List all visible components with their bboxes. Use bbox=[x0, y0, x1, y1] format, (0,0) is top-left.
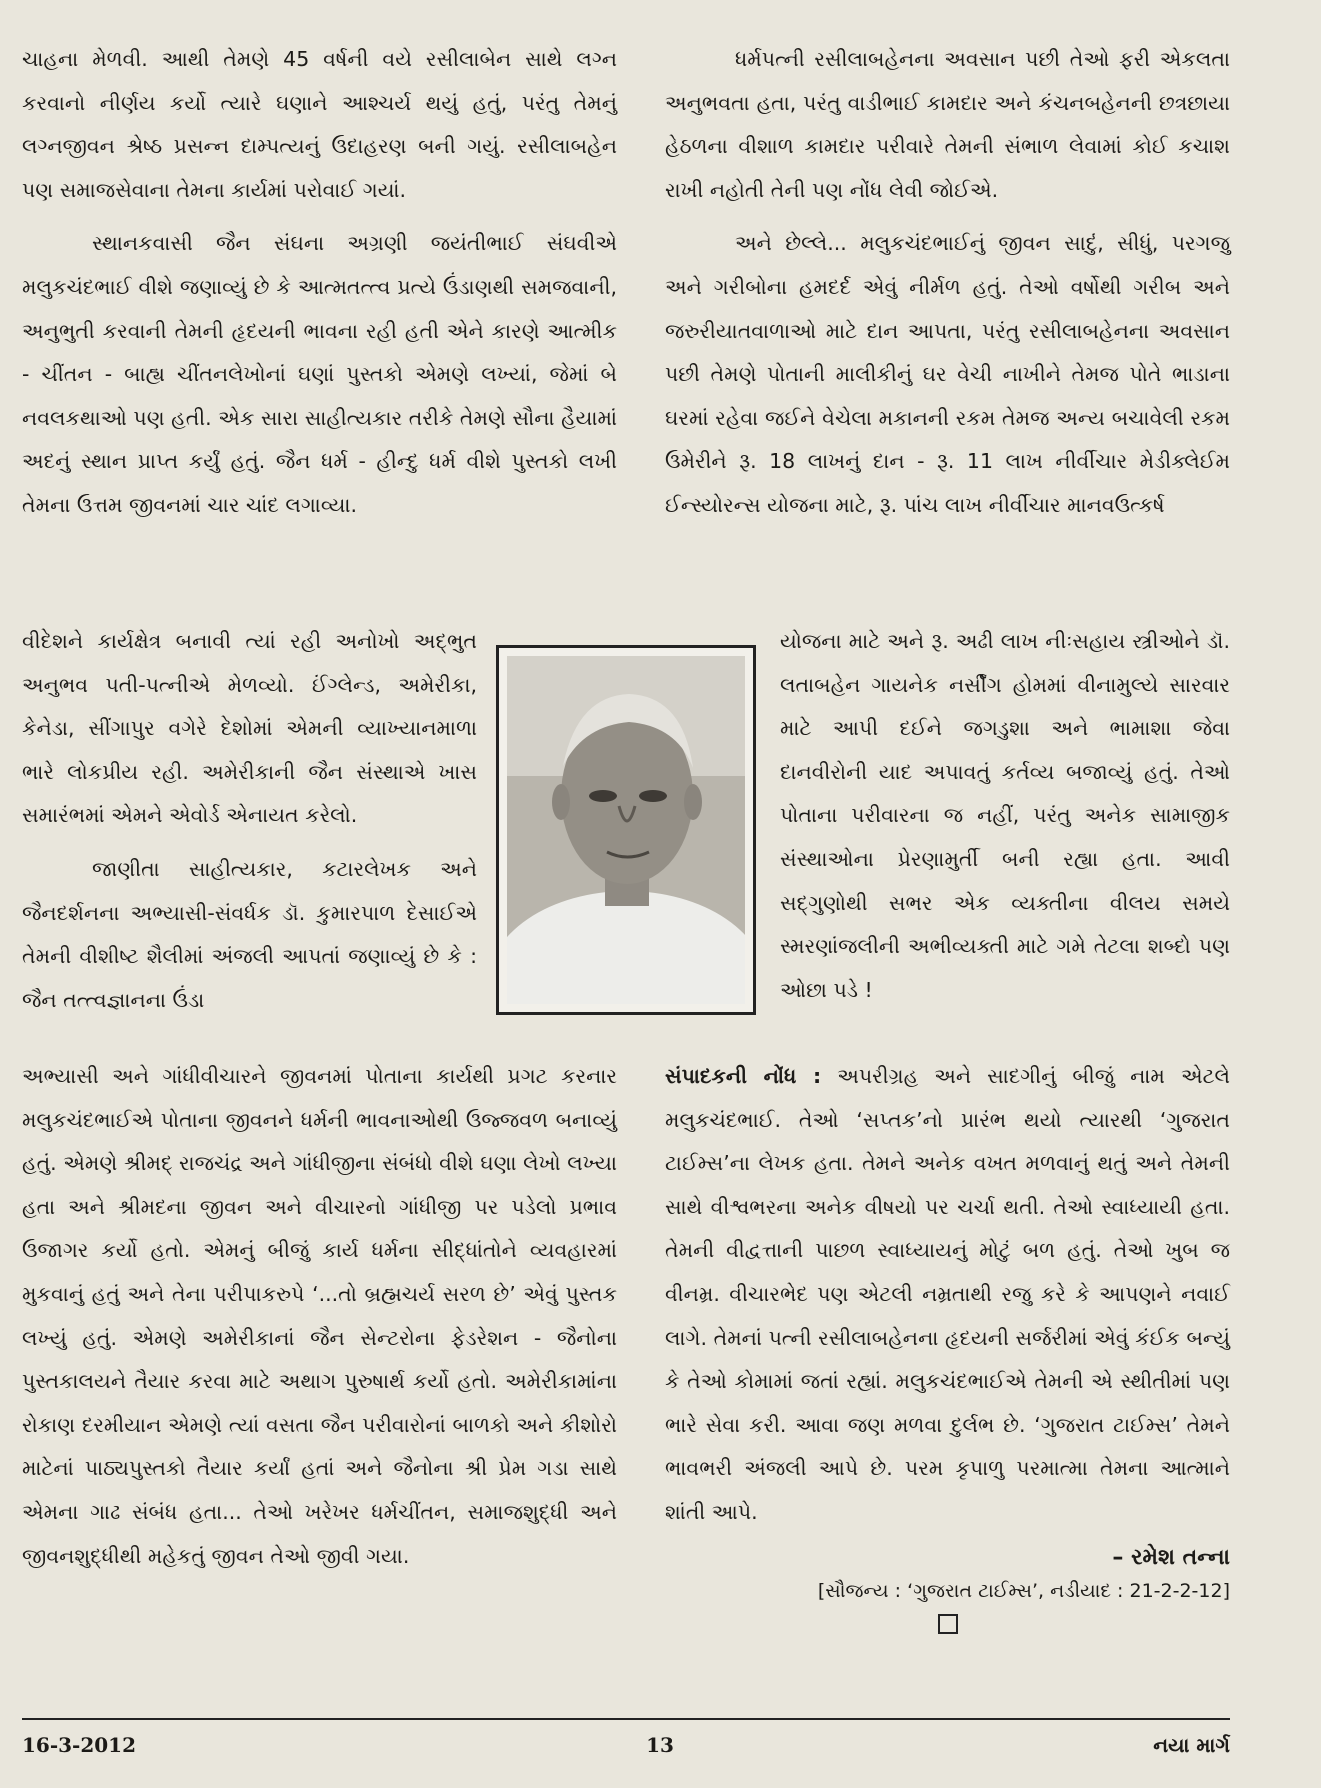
footer-page-number: 13 bbox=[646, 1733, 674, 1757]
left-paragraph-1: ચાહના મેળવી. આથી તેમણે 45 વર્ષની વયે રસીલાબેન સાથે લગ્ન કરવાનો નીર્ણય કર્યો ત્યારે ઘણાને આશ્ચર્ય થયું હતું, પરંતુ તેમનું લગ્નજીવન શ્રેષ્ઠ પ્રસન્ન દામ્પત્યનું ઉદાહરણ બની ગયું. રસીલાબહેન પણ સમાજસેવાના તેમના કાર્યમાં પરોવાઈ ગયાં. bbox=[22, 47, 617, 202]
footer-rule bbox=[22, 1718, 1230, 1720]
left-paragraph-5: અભ્યાસી અને ગાંધીવીચારને જીવનમાં પોતાના કાર્યથી પ્રગટ કરનાર મલુકચંદભાઈએ પોતાના જીવનને ધર્મની ભાવનાઓથી ઉજ્જવળ બનાવ્યું હતું. એમણે શ્રીમદ્ રાજચંદ્ર અને ગાંધીજીના સંબંધો વીશે ઘણા લેખો લખ્યા હતા અને શ્રીમદના જીવન અને વીચારનો ગાંધીજી પર પડેલો પ્રભાવ ઉજાગર કર્યો હતો. એમનું બીજું કાર્ય ધર્મના સીદ્ધાંતોને વ્યવહારમાં મુકવાનું હતું અને તેના પરીપાકરુપે ‘...તો બ્રહ્મચર્ય સરળ છે’ એવું પુસ્તક લખ્યું હતું. એમણે અમેરીકાનાં જૈન સેન્ટરોના ફેડરેશન - જૈનોના પુસ્તકાલયને તૈયાર કરવા માટે અથાગ પુરુષાર્થ કર્યો હતો. અમેરીકામાંના રોકાણ દરમીયાન એમણે ત્યાં વસતા જૈન પરીવારોનાં બાળકો અને કીશોરો માટેનાં પાઠ્યપુસ્તકો તૈયાર કર્યાં હતાં અને જૈનોના શ્રી પ્રેમ ગડા સાથે એમના ગાઢ સંબંધ હતા... તેઓ ખરેખર ધર્મચીંતન, સમાજશુદ્ધી અને જીવનશુદ્ધીથી મહેકતું જીવન તેઓ જીવી ગયા. bbox=[22, 1064, 617, 1568]
editor-note-label: સંપાદકની નોંધ : bbox=[665, 1064, 822, 1088]
editor-note bbox=[665, 1055, 1230, 1535]
right-paragraph-3: યોજના માટે અને રૂ. અઢી લાખ નીઃસહાય સ્ત્રીઓને ડૉ. લતાબહેન ગાયનેક નર્સીંગ હોમમાં વીનામુલ્યે સારવાર માટે આપી દઈને જગડુશા અને ભામાશા જેવા દાનવીરોની યાદ અપાવતું કર્તવ્ય બજાવ્યું હતું. તેઓ પોતાના પરીવારના જ નહીં, પરંતુ અનેક સામાજીક સંસ્થાઓના પ્રેરણામુર્તી બની રહ્યા હતા. આવી સદ્ગુણોથી સભર એક વ્યક્તીના વીલય સમયે સ્મરણાંજલીની અભીવ્યક્તી માટે ગમે તેટલા શબ્દો પણ ઓછા પડે ! bbox=[780, 629, 1230, 1002]
portrait-photo bbox=[507, 656, 745, 1004]
right-column-beside-photo bbox=[780, 620, 1230, 1022]
left-column-top bbox=[22, 38, 617, 538]
right-column-lower bbox=[665, 1055, 1230, 1634]
end-mark-icon bbox=[938, 1614, 958, 1634]
left-paragraph-3: વીદેશને કાર્યક્ષેત્ર બનાવી ત્યાં રહી અનોખો અદ્ભુત અનુભવ પતી-પત્નીએ મેળવ્યો. ઈંગ્લેન્ડ, અમેરીકા, કેનેડા, સીંગાપુર વગેરે દેશોમાં એમની વ્યાખ્યાનમાળા ભારે લોકપ્રીય રહી. અમેરીકાની જૈન સંસ્થાએ ખાસ સમારંભમાં એમને એવોર્ડ એનાયત કરેલો. bbox=[22, 629, 477, 828]
editor-note-text: અપરીગ્રહ અને સાદગીનું બીજું નામ એટલે મલુકચંદભાઈ. તેઓ ‘સપ્તક’નો પ્રારંભ થયો ત્યારથી ‘ગુજરાત ટાઈમ્સ’ના લેખક હતા. તેમને અનેક વખત મળવાનું થતું અને તેમની સાથે વીશ્વભરના અનેક વીષયો પર ચર્ચા થતી. તેઓ સ્વાધ્યાયી હતા. તેમની વીદ્વત્તાની પાછળ સ્વાધ્યાયનું મોટું બળ હતું. તેઓ ખુબ જ વીનમ્ર. વીચારભેદ પણ એટલી નમ્રતાથી રજુ કરે કે આપણને નવાઈ લાગે. તેમનાં પત્ની રસીલાબહેનના હૃદયની સર્જરીમાં એવું કંઈક બન્યું કે તેઓ કોમામાં જતાં રહ્યાં. મલુકચંદભાઈએ તેમની એ સ્થીતીમાં પણ ભારે સેવા કરી. આવા જણ મળવા દુર્લભ છે. ‘ગુજરાત ટાઈમ્સ’ તેમને ભાવભરી અંજલી આપે છે. પરમ કૃપાળુ પરમાત્મા તેમના આત્માને શાંતી આપે. bbox=[665, 1064, 1230, 1524]
portrait-frame bbox=[496, 645, 756, 1015]
right-column-top bbox=[665, 38, 1230, 538]
footer-date: 16-3-2012 bbox=[22, 1733, 137, 1757]
left-paragraph-2: સ્થાનકવાસી જૈન સંઘના અગ્રણી જયંતીભાઈ સંઘવીએ મલુકચંદભાઈ વીશે જણાવ્યું છે કે આત્મતત્ત્વ પ્રત્યે ઉંડાણથી સમજવાની, અનુભુતી કરવાની તેમની હૃદયની ભાવના રહી હતી એને કારણે આત્મીક - ચીંતન - બાહ્ય ચીંતનલેખોનાં ઘણાં પુસ્તકો એમણે લખ્યાં, જેમાં બે નવલકથાઓ પણ હતી. એક સારા સાહીત્યકાર તરીકે તેમણે સૌના હૈયામાં અદનું સ્થાન પ્રાપ્ત કર્યું હતું. જૈન ધર્મ - હીન્દુ ધર્મ વીશે પુસ્તકો લખી તેમના ઉત્તમ જીવનમાં ચાર ચાંદ લગાવ્યા. bbox=[22, 231, 617, 517]
source-credit: [સૌજન્ય : ‘ગુજરાત ટાઈમ્સ’, નડીયાદ : 21-2-2-12] bbox=[817, 1579, 1230, 1602]
left-column-beside-photo bbox=[22, 620, 477, 1032]
author-signature: – રમેશ તન્ના bbox=[1112, 1544, 1230, 1570]
right-paragraph-1: ધર્મપત્ની રસીલાબહેનના અવસાન પછી તેઓ ફરી એકલતા અનુભવતા હતા, પરંતુ વાડીભાઈ કામદાર અને કંચનબહેનની છત્રછાયા હેઠળના વીશાળ કામદાર પરીવારે તેમની સંભાળ લેવામાં કોઈ કચાશ રાખી નહોતી તેની પણ નોંધ લેવી જોઈએ. bbox=[665, 47, 1230, 202]
left-paragraph-4: જાણીતા સાહીત્યકાર, કટારલેખક અને જૈનદર્શનના અભ્યાસી-સંવર્ધક ડૉ. કુમારપાળ દેસાઈએ તેમની વીશીષ્ટ શૈલીમાં અંજલી આપતાં જણાવ્યું છે કે : જૈન તત્ત્વજ્ઞાનના ઉંડા bbox=[22, 856, 477, 1012]
left-column-lower bbox=[22, 1055, 617, 1588]
right-paragraph-2: અને છેલ્લે... મલુકચંદભાઈનું જીવન સાદું, સીધું, પરગજુ અને ગરીબોના હમદર્દ એવું નીર્મળ હતું. તેઓ વર્ષોથી ગરીબ અને જરુરીયાતવાળાઓ માટે દાન આપતા, પરંતુ રસીલાબહેનના અવસાન પછી તેમણે પોતાની માલીકીનું ઘર વેચી નાખીને તેમજ પોતે ભાડાના ઘરમાં રહેવા જઈને વેચેલા મકાનની રકમ તેમજ અન્ય બચાવેલી રકમ ઉમેરીને રૂ. 18 લાખનું દાન - રૂ. 11 લાખ નીર્વીચાર મેડીક્લેઈમ ઈન્સ્યોરન્સ યોજના માટે, રૂ. પાંચ લાખ નીર્વીચાર માનવઉત્કર્ષ bbox=[665, 231, 1230, 517]
footer-publication: નયા માર્ગ bbox=[1153, 1733, 1230, 1757]
